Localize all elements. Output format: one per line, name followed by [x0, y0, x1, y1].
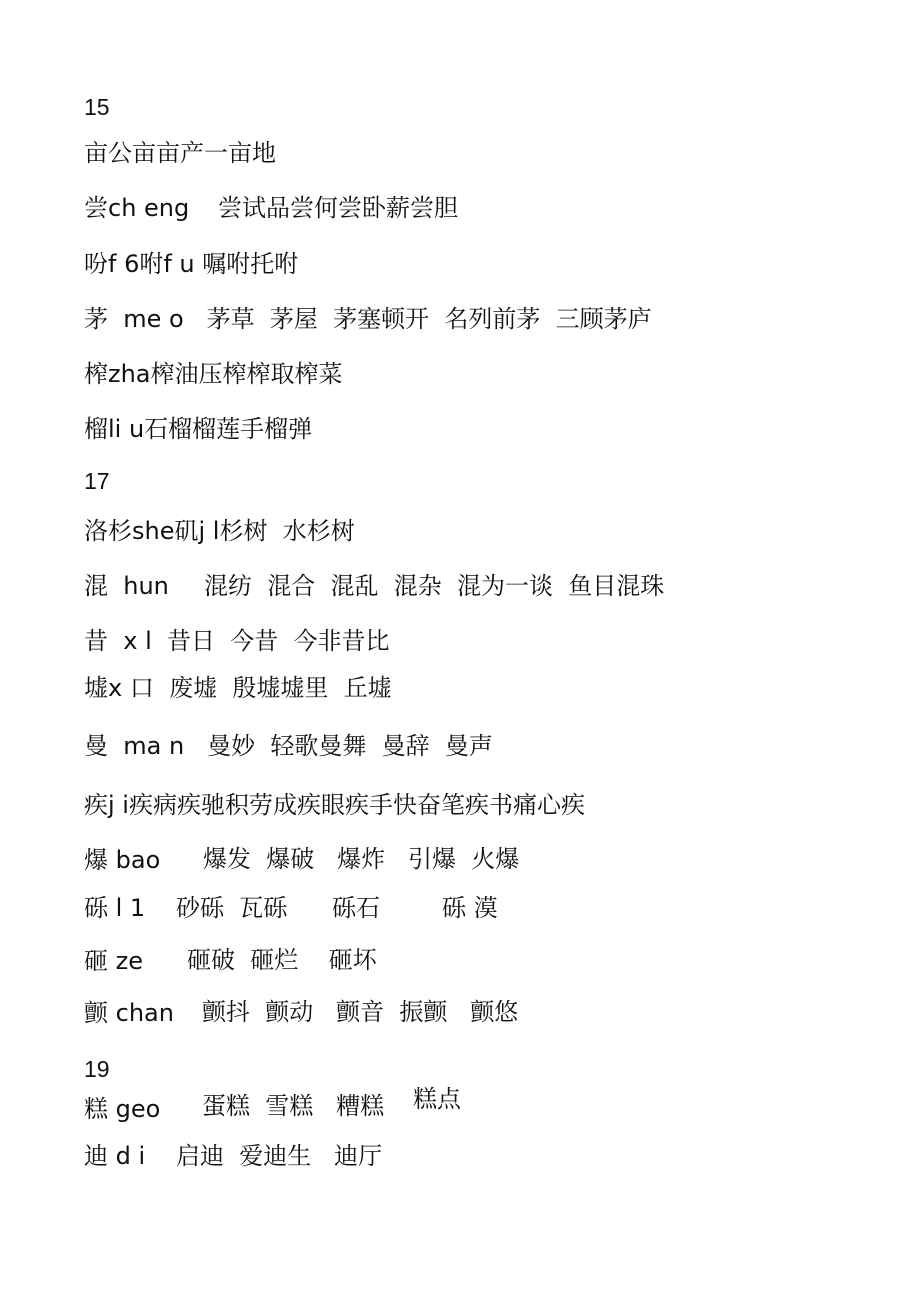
- entry-line-chang-head: 尝ch eng: [84, 194, 190, 222]
- entry-line-fen: 吩f 6咐f u 嘱咐托咐: [84, 250, 299, 278]
- entry-line-di-head: 迪 d i: [84, 1142, 146, 1170]
- entry-line-gao-words: 蛋糕 雪糕 糟糕: [202, 1092, 385, 1120]
- entry-line-bao-head: 爆 bao: [84, 846, 161, 874]
- entry-line-chang-words: 尝试品尝何尝卧薪尝胆: [218, 194, 458, 222]
- entry-line-xi: 昔 x l 昔日 今昔 今非昔比: [84, 627, 390, 655]
- entry-line-hun-head: 混 hun: [84, 572, 169, 600]
- entry-line-za-words: 砸破 砸烂 砸坏: [187, 946, 377, 974]
- entry-line-mu: 亩公亩亩产一亩地: [84, 139, 276, 167]
- entry-line-zha: 榨zha榨油压榨榨取榨菜: [84, 360, 343, 388]
- entry-line-chan-head: 颤 chan: [84, 999, 174, 1027]
- entry-line-za-head: 砸 ze: [84, 947, 143, 975]
- entry-line-li-head: 砾 l 1: [84, 894, 146, 922]
- entry-line-xu: 墟x 口 废墟 殷墟墟里 丘墟: [84, 674, 392, 702]
- entry-line-hun-words: 混纺 混合 混乱 混杂 混为一谈 鱼目混珠: [204, 572, 665, 600]
- entry-line-gao-words-2: 糕点: [413, 1085, 461, 1113]
- entry-line-li-words-1: 砂砾 瓦砾: [176, 894, 288, 922]
- entry-line-ji: 疾j i疾病疾驰积劳成疾眼疾手快奋笔疾书痛心疾: [84, 791, 585, 819]
- entry-line-li-words-2: 砾石: [332, 894, 380, 922]
- entry-line-shan: 洛杉she矶j l杉树 水杉树: [84, 517, 355, 545]
- entry-line-bao-words: 爆发 爆破 爆炸 引爆 火爆: [203, 845, 520, 873]
- section-number-17: 17: [84, 468, 110, 494]
- entry-line-chan-words: 颤抖 颤动 颤音 振颤 颤悠: [202, 998, 519, 1026]
- entry-line-gao-head: 糕 geo: [84, 1095, 161, 1123]
- entry-line-di-words: 启迪 爱迪生 迪厅: [176, 1142, 383, 1170]
- entry-line-li-words-3: 砾 漠: [442, 894, 498, 922]
- entry-line-man: 曼 ma n 曼妙 轻歌曼舞 曼辞 曼声: [84, 732, 493, 760]
- section-number-15: 15: [84, 94, 110, 120]
- entry-line-liu: 榴li u石榴榴莲手榴弹: [84, 415, 313, 443]
- entry-line-gao-clipped: [413, 1084, 473, 1128]
- entry-line-mao: 茅 me o 茅草 茅屋 茅塞顿开 名列前茅 三顾茅庐: [84, 305, 652, 333]
- section-number-19: 19: [84, 1056, 110, 1082]
